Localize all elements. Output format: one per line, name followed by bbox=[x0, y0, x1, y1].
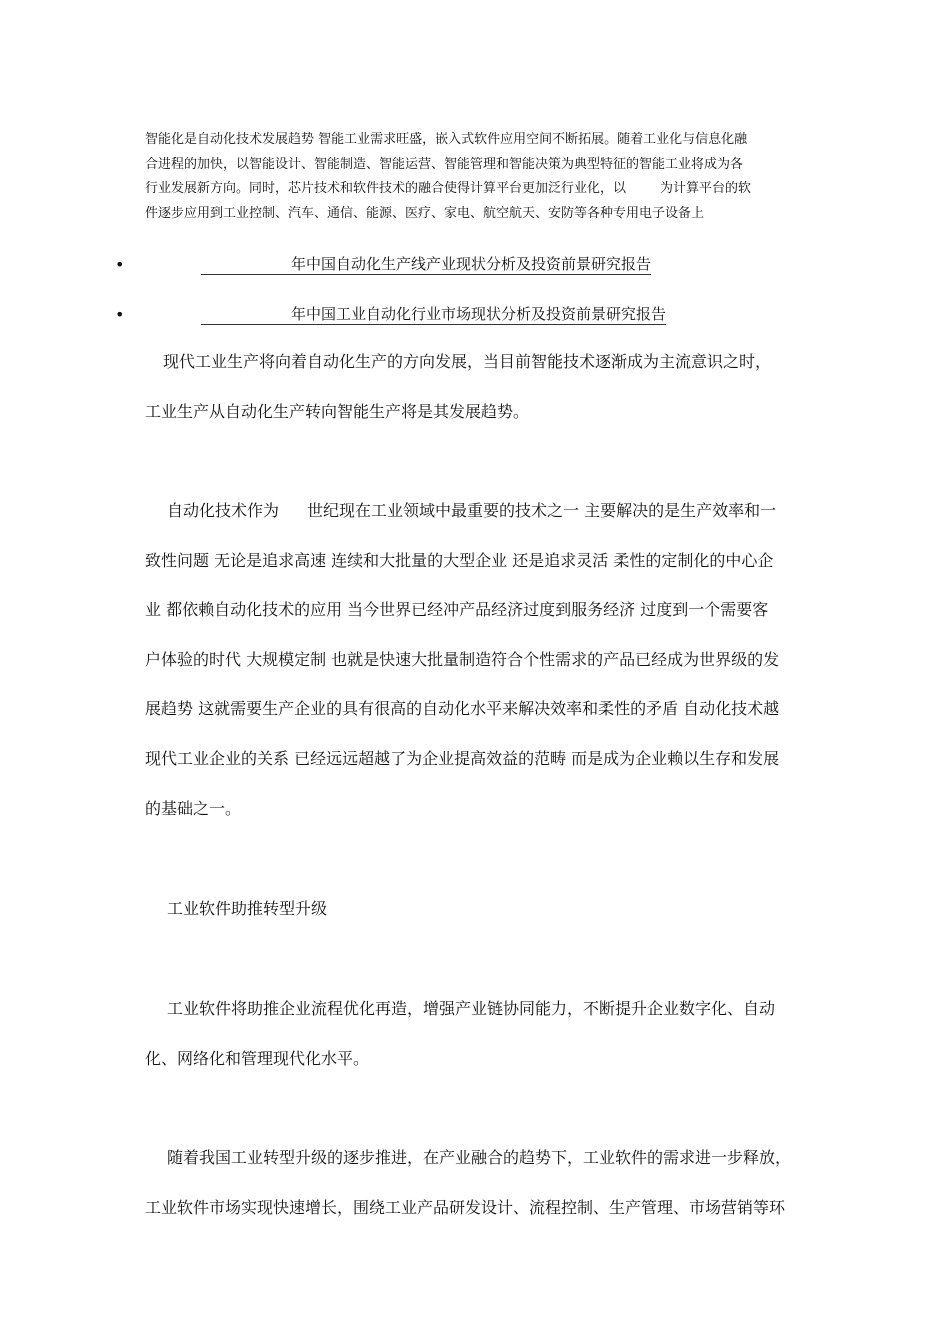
intro-line bbox=[145, 177, 810, 202]
paragraph-line: 工业生产从自动化生产转向智能生产将是其发展趋势。 bbox=[145, 401, 530, 421]
paragraph-text: 现代工业生产将向着自动化生产的方向发展，当目前智能技术逐渐成为主流意识之时， bbox=[163, 352, 772, 371]
paragraph-automation-tech bbox=[145, 486, 815, 833]
paragraph-industrial-software bbox=[145, 984, 815, 1083]
paragraph-line: 展趋势 这就需要生产企业的具有很高的自动化水平来解决效率和柔性的矛盾 自动化技术越 bbox=[145, 699, 780, 719]
report-link-production-line[interactable]: 年中国自动化生产线产业现状分析及投资前景研究报告 bbox=[201, 255, 651, 275]
intro-line: 智能化是自动化技术发展趋势 智能工业需求旺盛，嵌入式软件应用空间不断拓展。随着工业化与信息化融 bbox=[145, 132, 748, 147]
paragraph-line: 现代工业企业的关系 已经远远超越了为企业提高效益的范畴 而是成为企业赖以生存和发展 bbox=[145, 748, 780, 768]
paragraph-text: 随着我国工业转型升级的逐步推进，在产业融合的趋势下，工业软件的需求进一步释放， bbox=[167, 1148, 792, 1167]
paragraph-market-growth bbox=[145, 1133, 815, 1232]
paragraph-line: 户体验的时代 大规模定制 也就是快速大批量制造符合个性需求的产品已经成为世界级的发 bbox=[145, 649, 780, 669]
heading-line bbox=[145, 884, 815, 934]
intro-line: 合进程的加快，以智能设计、智能制造、智能运营、智能管理和智能决策为典型特征的智能工业将成为各 bbox=[145, 156, 744, 172]
paragraph-line bbox=[145, 337, 815, 387]
section-heading bbox=[145, 884, 815, 934]
bullet-icon: • bbox=[115, 305, 125, 324]
intro-line: 件逐步应用到工业控制、汽车、通信、能源、医疗、家电、航空航天、安防等各种专用电子设备上 bbox=[145, 205, 705, 221]
paragraph-line bbox=[145, 984, 815, 1034]
heading-text: 工业软件助推转型升级 bbox=[167, 899, 328, 918]
intro-paragraph bbox=[145, 128, 810, 226]
paragraph-text: 工业软件将助推企业流程优化再造，增强产业链协同能力，不断提升企业数字化、自动 bbox=[167, 999, 776, 1018]
bullet-icon: • bbox=[115, 255, 125, 274]
paragraph-line: 化、网络化和管理现代化水平。 bbox=[145, 1048, 370, 1068]
paragraph-text: 自动化技术作为 bbox=[167, 501, 280, 520]
paragraph-line: 致性问题 无论是追求高速 连续和大批量的大型企业 还是追求灵活 柔性的定制化的中心企 bbox=[145, 550, 774, 570]
report-link-industrial-automation[interactable]: 年中国工业自动化行业市场现状分析及投资前景研究报告 bbox=[201, 305, 666, 325]
paragraph-trend bbox=[145, 337, 815, 436]
paragraph-line: 业 都依赖自动化技术的应用 当今世界已经冲产品经济过度到服务经济 过度到一个需要客 bbox=[145, 600, 769, 620]
paragraph-line: 的基础之一。 bbox=[145, 798, 242, 818]
intro-line-text: 为计算平台的软 bbox=[660, 181, 752, 196]
paragraph-line bbox=[145, 1133, 815, 1183]
intro-line-text: 行业发展新方向。同时，芯片技术和软件技术的融合使得计算平台更加泛行业化，以 bbox=[145, 181, 627, 196]
paragraph-text: 世纪现在工业领域中最重要的技术之一 主要解决的是生产效率和一 bbox=[307, 501, 777, 520]
paragraph-line: 工业软件市场实现快速增长，围绕工业产品研发设计、流程控制、生产管理、市场营销等环 bbox=[145, 1197, 786, 1217]
paragraph-line bbox=[145, 486, 815, 536]
